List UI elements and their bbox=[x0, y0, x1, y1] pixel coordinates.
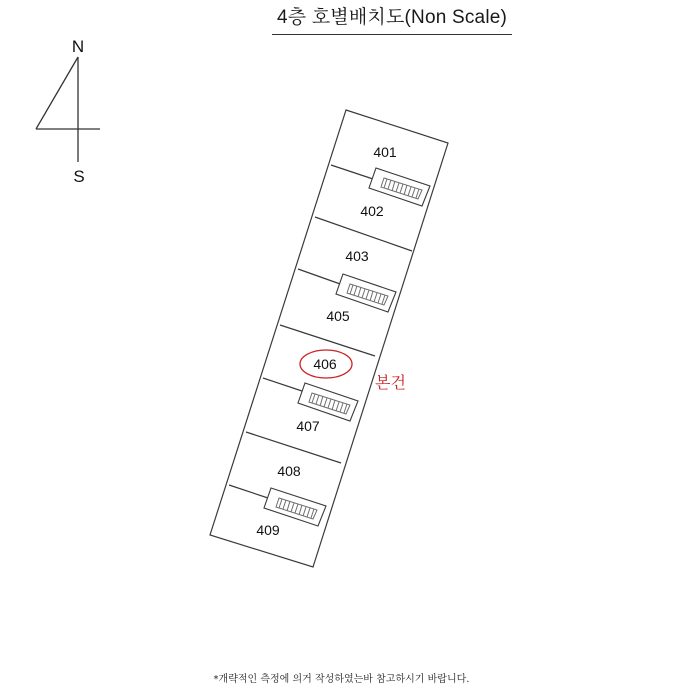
compass-north-label: N bbox=[71, 37, 85, 56]
divider-401-402 bbox=[331, 165, 376, 180]
unit-label-409: 409 bbox=[256, 522, 280, 538]
compass bbox=[36, 37, 100, 186]
divider-402-403 bbox=[315, 217, 412, 251]
building-outline bbox=[210, 110, 448, 567]
unit-label-402: 402 bbox=[360, 203, 384, 219]
unit-label-407: 407 bbox=[296, 418, 320, 434]
unit-label-401: 401 bbox=[373, 144, 397, 160]
subject-label: 본건 bbox=[375, 373, 406, 392]
divider-407-408 bbox=[246, 432, 341, 463]
page-title: 4층 호별배치도(Non Scale) bbox=[276, 7, 508, 28]
divider-408-409 bbox=[229, 485, 271, 499]
stairwell-3 bbox=[298, 383, 358, 421]
divider-406-407 bbox=[263, 378, 305, 392]
stairwell-4 bbox=[264, 488, 326, 526]
stairwell-1 bbox=[369, 168, 430, 206]
divider-403-405 bbox=[298, 269, 343, 285]
divider-405-406 bbox=[280, 325, 375, 356]
unit-label-406: 406 bbox=[313, 356, 337, 372]
unit-label-403: 403 bbox=[345, 248, 369, 264]
compass-south-label: S bbox=[73, 167, 85, 186]
unit-label-408: 408 bbox=[277, 463, 301, 479]
stairwell-2 bbox=[336, 274, 396, 312]
compass-diagonal-line bbox=[36, 57, 78, 129]
building-boundary bbox=[210, 110, 448, 567]
unit-label-405: 405 bbox=[326, 308, 350, 324]
footnote: *개략적인 측정에 의거 작성하였는바 참고하시기 바랍니다. bbox=[213, 674, 470, 685]
